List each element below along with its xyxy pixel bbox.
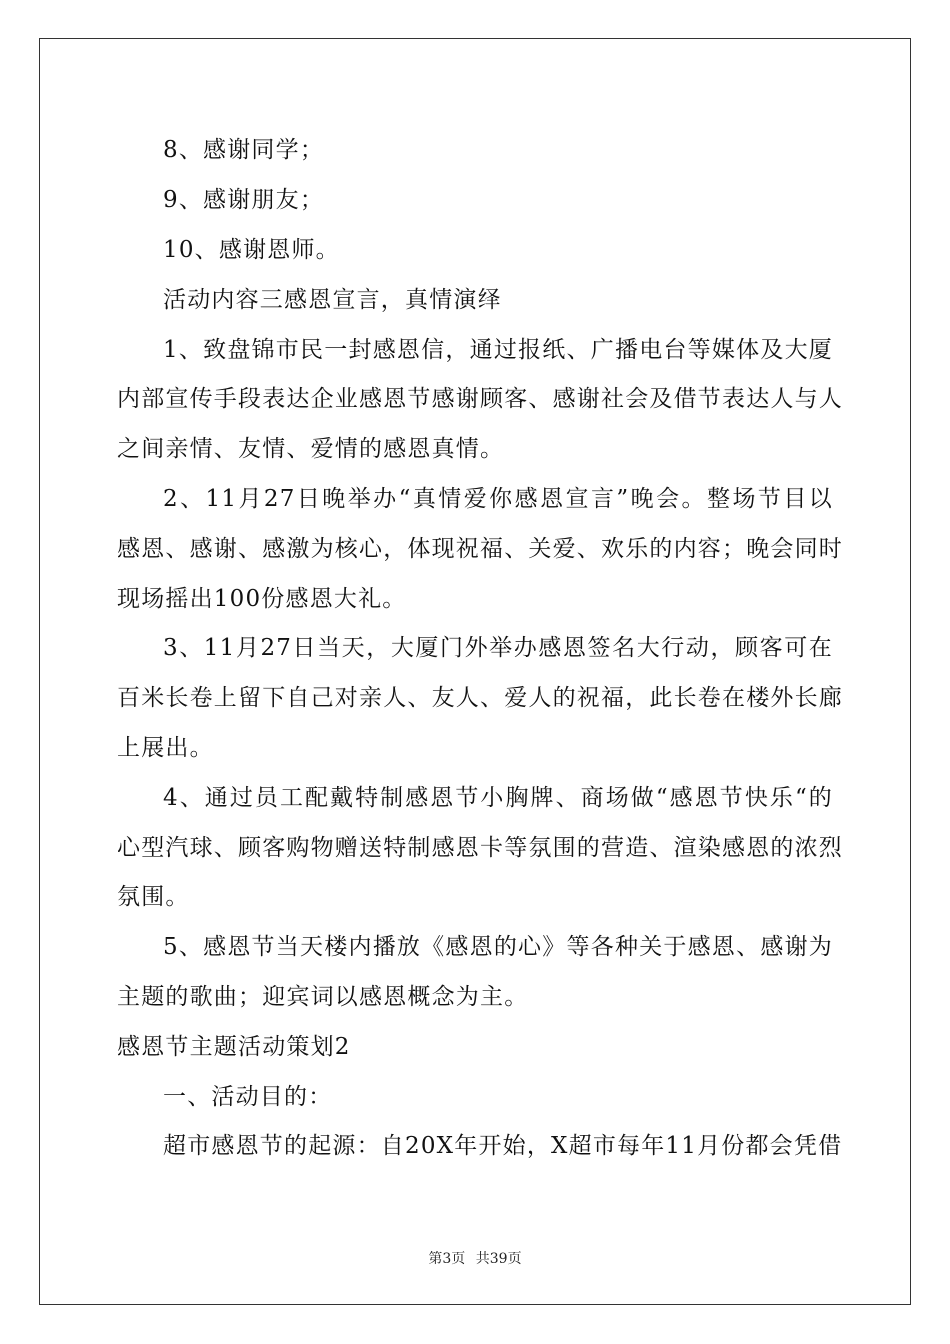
paragraph-2-line-1: 2、11月27日晚举办“真情爱你感恩宣言”晚会。整场节目以 — [163, 486, 833, 512]
paragraph-1-line-1: 1、致盘锦市民一封感恩信，通过报纸、广播电台等媒体及大厦 — [163, 337, 833, 363]
page-border — [39, 38, 911, 1305]
text-line: 10、感谢恩师。 — [163, 237, 340, 263]
paragraph-1-line-3: 之间亲情、友情、爱情的感恩真情。 — [117, 436, 505, 462]
paragraph-6-line-1: 超市感恩节的起源：自20X年开始，X超市每年11月份都会凭借 — [163, 1133, 843, 1159]
section-heading: 活动内容三感恩宣言，真情演绎 — [163, 287, 502, 313]
paragraph-3-line-2: 百米长卷上留下自己对亲人、友人、爱人的祝福，此长卷在楼外长廊 — [117, 685, 843, 711]
paragraph-5-line-2: 主题的歌曲；迎宾词以感恩概念为主。 — [117, 984, 529, 1010]
text-line: 9、感谢朋友； — [163, 187, 325, 213]
paragraph-4-line-3: 氛围。 — [117, 884, 190, 910]
paragraph-3-line-1: 3、11月27日当天，大厦门外举办感恩签名大行动，顾客可在 — [163, 635, 833, 661]
document-subtitle: 感恩节主题活动策划2 — [117, 1034, 351, 1060]
paragraph-4-line-2: 心型汽球、顾客购物赠送特制感恩卡等氛围的营造、渲染感恩的浓烈 — [117, 835, 843, 861]
paragraph-1-line-2: 内部宣传手段表达企业感恩节感谢顾客、感谢社会及借节表达人与人 — [117, 386, 843, 412]
page-footer — [0, 1248, 950, 1268]
paragraph-2-line-2: 感恩、感谢、感激为核心，体现祝福、关爱、欢乐的内容；晚会同时 — [117, 536, 843, 562]
paragraph-4-line-1: 4、通过员工配戴特制感恩节小胸牌、商场做“感恩节快乐“的 — [163, 785, 833, 811]
paragraph-2-line-3: 现场摇出100份感恩大礼。 — [117, 586, 407, 612]
paragraph-5-line-1: 5、感恩节当天楼内播放《感恩的心》等各种关于感恩、感谢为 — [163, 934, 833, 960]
paragraph-3-line-3: 上展出。 — [117, 735, 214, 761]
section-heading: 一、活动目的： — [163, 1084, 333, 1110]
text-line: 8、感谢同学； — [163, 137, 325, 163]
page-number: 第3页 — [428, 1251, 466, 1267]
page-total: 共39页 — [475, 1251, 522, 1267]
